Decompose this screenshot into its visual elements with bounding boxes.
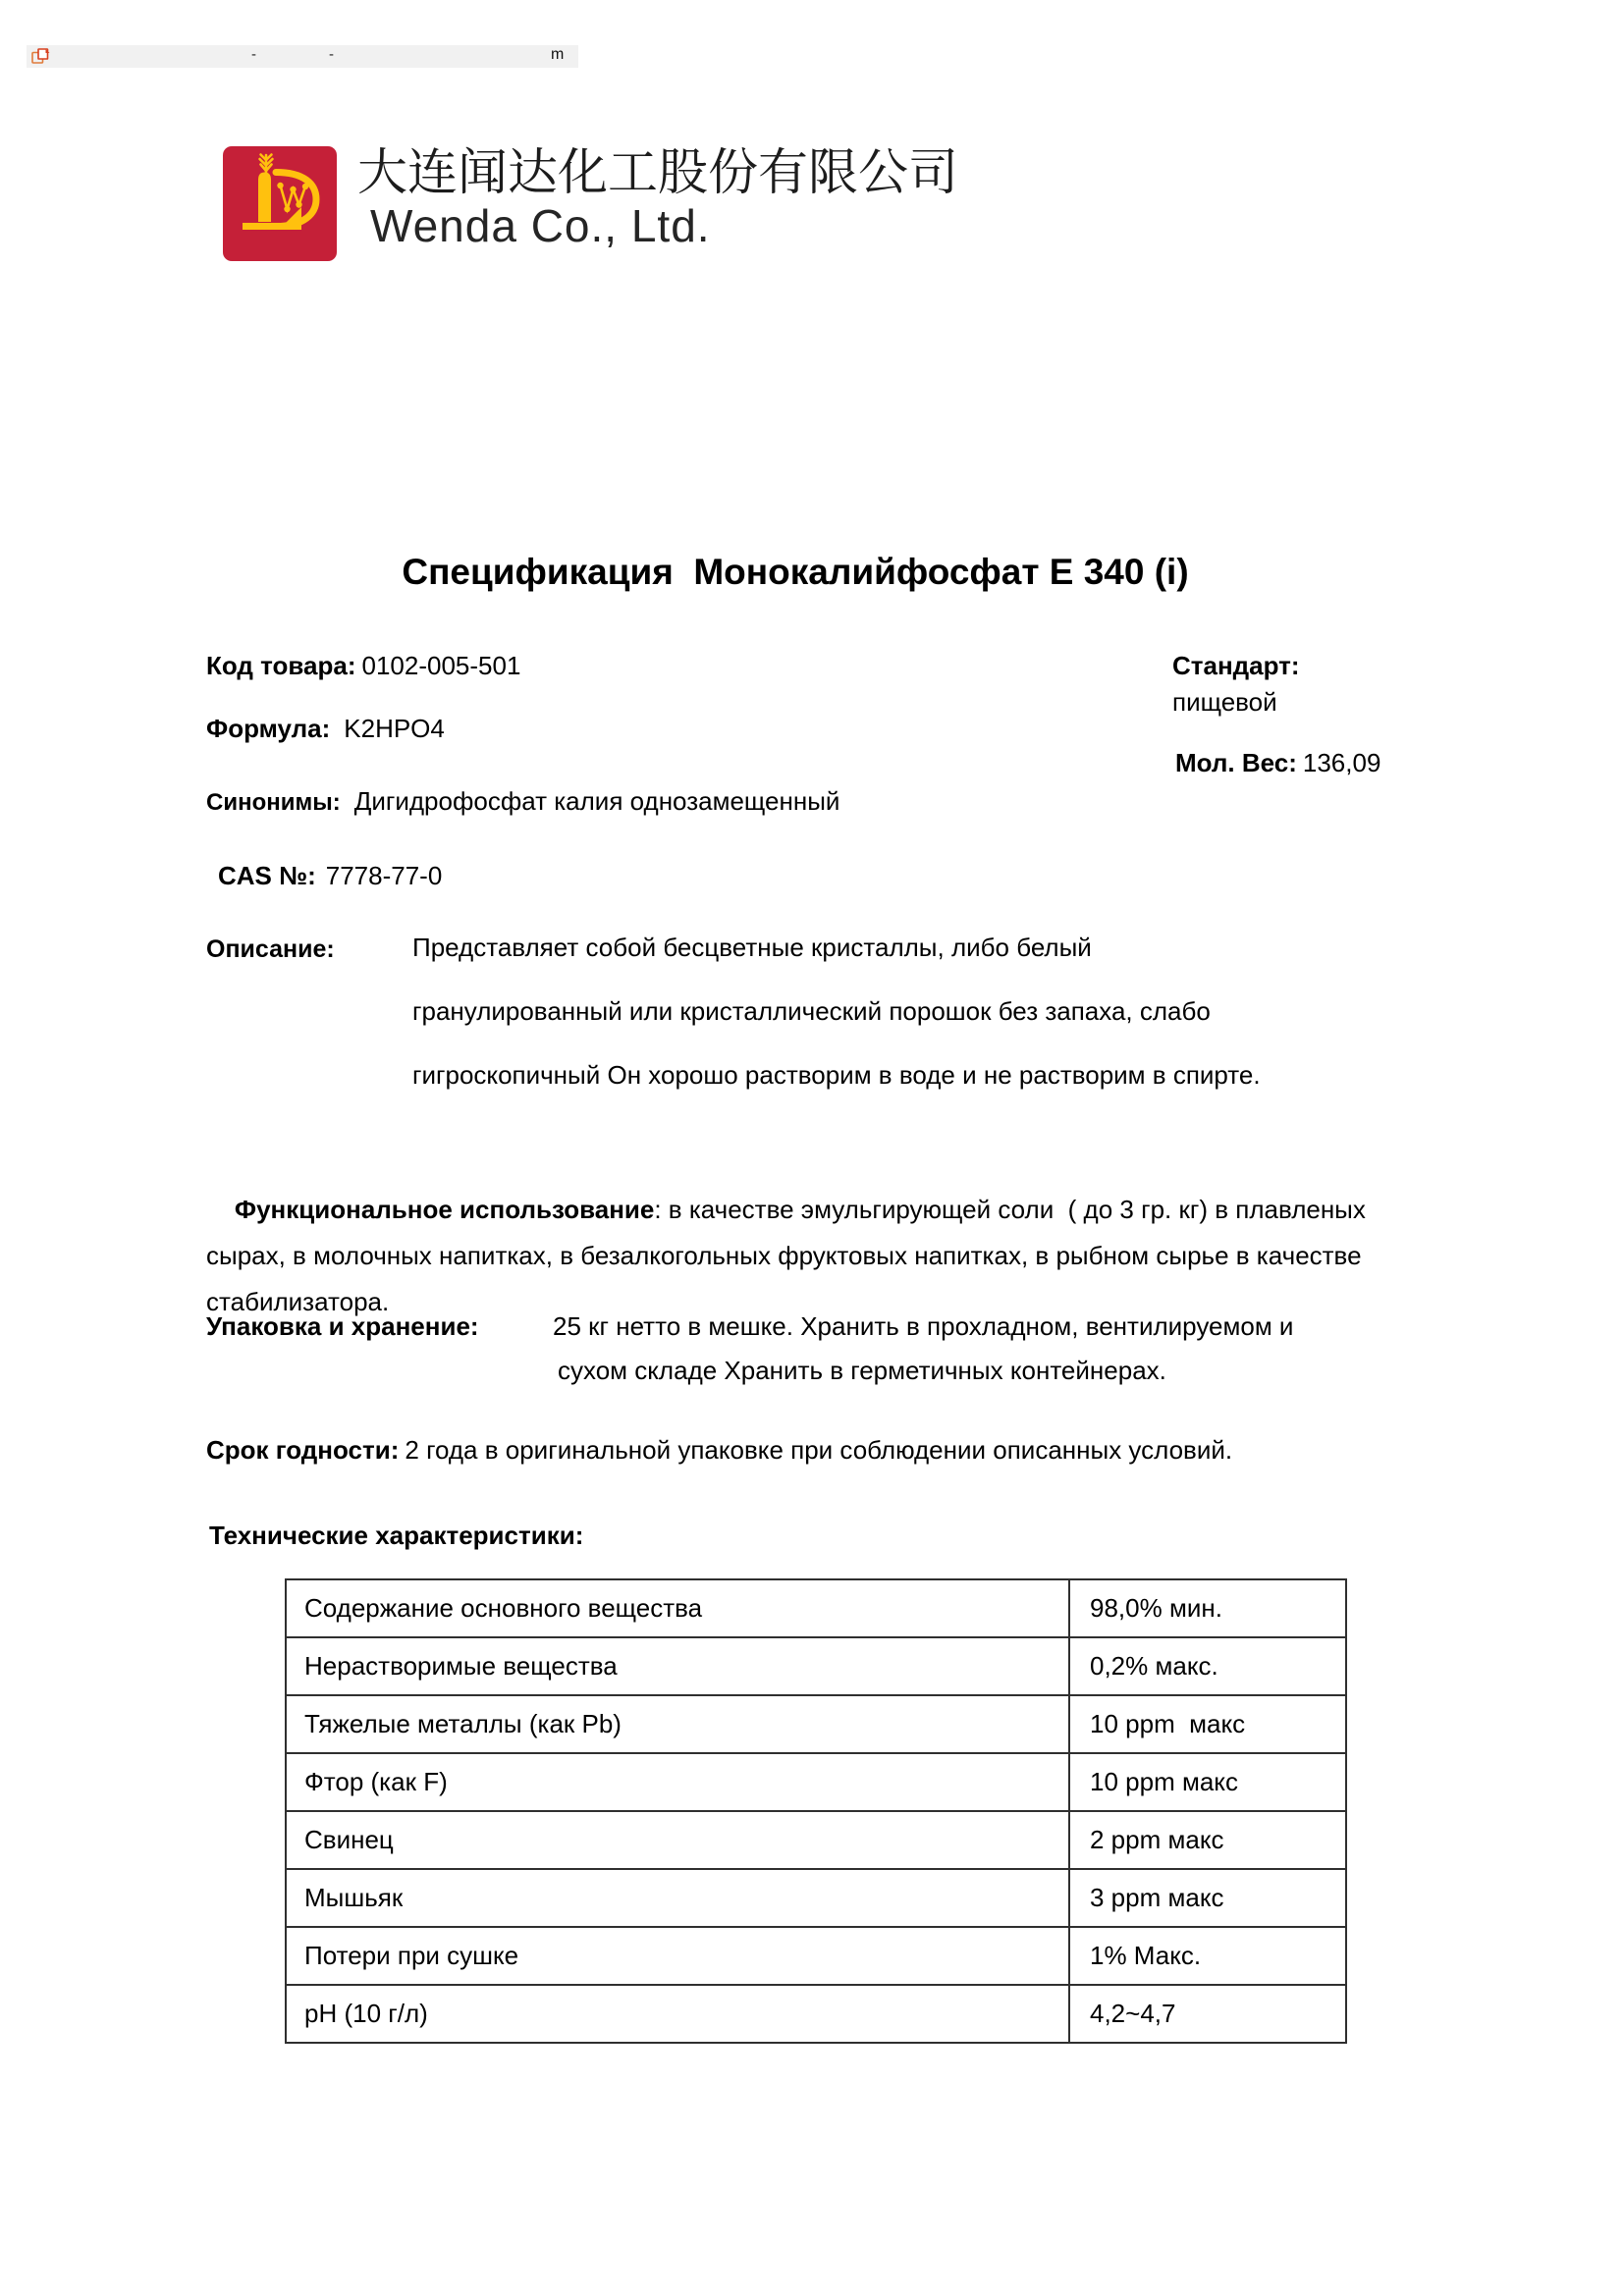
company-logo: [223, 146, 337, 261]
description-line-2: гранулированный или кристаллический порошок без запаха, слабо: [412, 996, 1211, 1026]
description-label: Описание:: [206, 935, 335, 963]
duplicate-pages-icon[interactable]: [31, 48, 51, 69]
synonyms-label: Синонимы:: [206, 789, 341, 816]
spec-name: Фтор (как F): [287, 1754, 1070, 1810]
formula-row: [206, 714, 445, 744]
page-title: Спецификация Монокалийфосфат Е 340 (i): [402, 552, 1189, 592]
wenda-logo-icon: [223, 146, 337, 261]
toolbar-dash-1: -: [251, 46, 256, 63]
spec-name: Тяжелые металлы (как Pb): [287, 1696, 1070, 1752]
synonyms-value: Дигидрофосфат калия однозамещенный: [353, 786, 840, 816]
spec-name: Нерастворимые вещества: [287, 1638, 1070, 1694]
shelf-life-label: Срок годности:: [206, 1435, 400, 1465]
specs-heading: Технические характеристики:: [209, 1521, 584, 1550]
toolbar-m-label: m: [551, 46, 565, 63]
spec-value: 0,2% макс.: [1090, 1651, 1218, 1681]
mol-weight-value: 136,09: [1302, 748, 1381, 777]
toolbar-dash-2: -: [329, 46, 334, 63]
table-row: [287, 1984, 1345, 2042]
company-name-english: Wenda Co., Ltd.: [370, 200, 711, 251]
cas-value: 7778-77-0: [325, 861, 443, 890]
table-row: [287, 1694, 1345, 1752]
formula-label: Формула:: [206, 714, 331, 743]
cas-label: CAS №:: [218, 861, 316, 890]
product-code-label: Код товара:: [206, 651, 356, 680]
spec-name: Свинец: [287, 1812, 1070, 1868]
company-name-chinese: 大连闻达化工股份有限公司: [357, 144, 959, 200]
top-toolbar: [27, 45, 578, 68]
spec-name: pH (10 г/л): [287, 1986, 1070, 2042]
mol-weight-row: [1175, 748, 1380, 778]
shelf-life-text: 2 года в оригинальной упаковке при соблюдении описанных условий.: [405, 1435, 1233, 1465]
synonyms-row: [206, 786, 839, 818]
standard-label: Стандарт:: [1172, 651, 1300, 680]
spec-value: 4,2~4,7: [1090, 1999, 1176, 2028]
spec-value: 10 ppm макс: [1090, 1767, 1238, 1796]
table-row: [287, 1752, 1345, 1810]
functional-use-label: Функциональное использование: [234, 1195, 655, 1224]
mol-weight-label: Мол. Вес:: [1175, 748, 1297, 777]
spec-name: Содержание основного вещества: [287, 1580, 1070, 1636]
specs-table: [285, 1578, 1347, 2044]
spec-value: 10 ppm макс: [1090, 1709, 1246, 1738]
shelf-life-row: [206, 1435, 1232, 1466]
table-row: [287, 1580, 1345, 1636]
spec-value: 2 ppm макс: [1090, 1825, 1224, 1854]
packaging-line-1: 25 кг нетто в мешке. Хранить в прохладном, вентилируемом и: [553, 1311, 1294, 1341]
spec-name: Мышьяк: [287, 1870, 1070, 1926]
table-row: [287, 1636, 1345, 1694]
description-line-3: гигроскопичный Он хорошо растворим в воде и не растворим в спирте.: [412, 1060, 1261, 1090]
spec-value: 3 ppm макс: [1090, 1883, 1224, 1912]
product-code-value: 0102-005-501: [361, 651, 521, 680]
packaging-line-2: сухом складе Хранить в герметичных контейнерах.: [558, 1356, 1166, 1385]
formula-value: K2HPO4: [344, 714, 445, 743]
table-row: [287, 1868, 1345, 1926]
functional-use-text: : в качестве эмульгирующей соли ( до 3 гр. кг) в плавленых сырах, в молочных напитках, в безалкогольных фруктовых напитках, в рыбном сырье в качестве стабилизатора.: [206, 1195, 1374, 1316]
spec-value: 1% Макс.: [1090, 1941, 1202, 1970]
table-row: [287, 1926, 1345, 1984]
spec-value: 98,0% мин.: [1090, 1593, 1222, 1623]
packaging-label: Упаковка и хранение:: [206, 1311, 479, 1341]
spec-name: Потери при сушке: [287, 1928, 1070, 1984]
standard-value: пищевой: [1172, 687, 1277, 717]
description-line-1: Представляет собой бесцветные кристаллы, либо белый: [412, 933, 1092, 962]
product-code-row: [206, 651, 520, 681]
cas-row: [218, 861, 442, 891]
table-row: [287, 1810, 1345, 1868]
